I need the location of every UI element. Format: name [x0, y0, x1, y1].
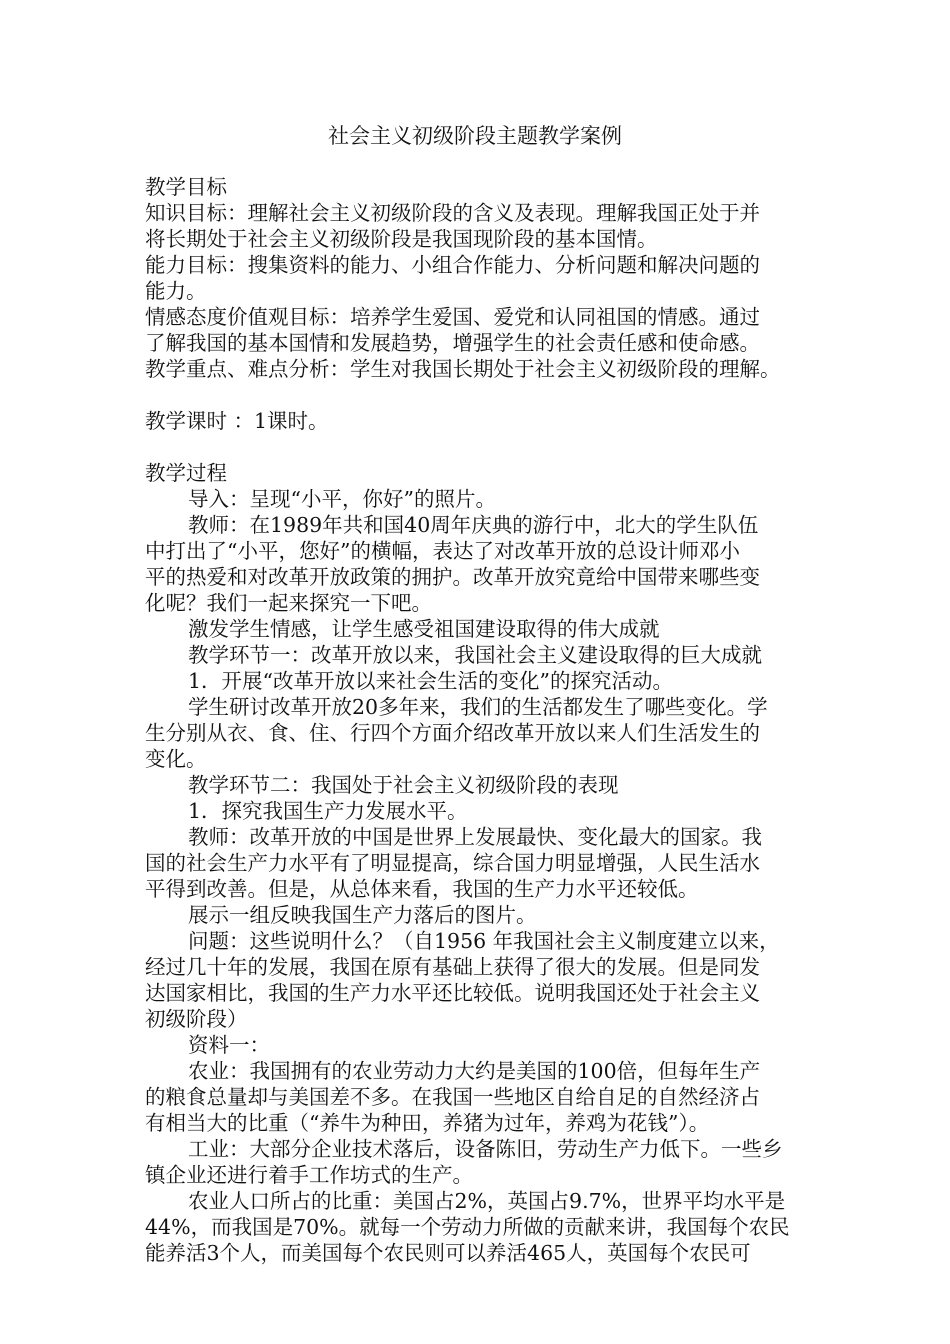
paragraph-line: 学生研讨改革开放20多年来，我们的生活都发生了哪些变化。学 [188, 695, 768, 719]
paragraph-line: 44%，而我国是70%。就每一个劳动力所做的贡献来讲，我国每个农民 [145, 1215, 790, 1239]
section-heading-process: 教学过程 [145, 461, 227, 485]
paragraph-line: 能力。 [145, 279, 207, 303]
paragraph-line: 资料一： [188, 1033, 270, 1057]
paragraph-line: 有相当大的比重（“养牛为种田，养猪为过年，养鸡为花钱”）。 [145, 1111, 710, 1135]
section-heading-objectives: 教学目标 [145, 175, 227, 199]
paragraph-line: 教师：改革开放的中国是世界上发展最快、变化最大的国家。我 [188, 825, 762, 849]
paragraph-line: 导入：呈现“小平，你好”的照片。 [188, 487, 496, 511]
paragraph-line: 能养活3个人，而美国每个农民则可以养活465人，英国每个农民可 [145, 1241, 751, 1265]
paragraph-line: 教学环节一：改革开放以来，我国社会主义建设取得的巨大成就 [188, 643, 762, 667]
paragraph-line: 变化。 [145, 747, 207, 771]
paragraph-line: 的粮食总量却与美国差不多。在我国一些地区自给自足的自然经济占 [145, 1085, 760, 1109]
paragraph-line: 1．探究我国生产力发展水平。 [188, 799, 468, 823]
paragraph-line: 镇企业还进行着手工作坊式的生产。 [145, 1163, 473, 1187]
paragraph-line: 中打出了“小平，您好”的横幅，表达了对改革开放的总设计师邓小 [145, 539, 740, 563]
paragraph-line: 平得到改善。但是，从总体来看，我国的生产力水平还较低。 [145, 877, 699, 901]
paragraph-line: 问题：这些说明什么？（自1956 年我国社会主义制度建立以来， [188, 929, 780, 953]
paragraph-line: 农业人口所占的比重：美国占2%，英国占9.7%，世界平均水平是 [188, 1189, 786, 1213]
paragraph-line: 激发学生情感，让学生感受祖国建设取得的伟大成就 [188, 617, 660, 641]
paragraph-line: 能力目标：搜集资料的能力、小组合作能力、分析问题和解决问题的 [145, 253, 760, 277]
paragraph-line: 将长期处于社会主义初级阶段是我国现阶段的基本国情。 [145, 227, 658, 251]
paragraph-line: 初级阶段） [145, 1007, 248, 1031]
paragraph-line: 教学环节二：我国处于社会主义初级阶段的表现 [188, 773, 619, 797]
paragraph-line: 国的社会生产力水平有了明显提高，综合国力明显增强，人民生活水 [145, 851, 760, 875]
paragraph-line: 工业：大部分企业技术落后，设备陈旧，劳动生产力低下。一些乡 [188, 1137, 783, 1161]
paragraph-line: 情感态度价值观目标：培养学生爱国、爱党和认同祖国的情感。通过 [145, 305, 760, 329]
paragraph-line: 1．开展“改革开放以来社会生活的变化”的探究活动。 [188, 669, 674, 693]
paragraph-line: 平的热爱和对改革开放政策的拥护。改革开放究竟给中国带来哪些变 [145, 565, 760, 589]
paragraph-line: 达国家相比，我国的生产力水平还比较低。说明我国还处于社会主义 [145, 981, 760, 1005]
class-hours-line: 教学课时 ：1课时。 [145, 409, 329, 433]
paragraph-line: 农业：我国拥有的农业劳动力大约是美国的100倍，但每年生产 [188, 1059, 761, 1083]
paragraph-line: 教学重点、难点分析：学生对我国长期处于社会主义初级阶段的理解。 [145, 357, 781, 381]
paragraph-line: 了解我国的基本国情和发展趋势，增强学生的社会责任感和使命感。 [145, 331, 760, 355]
paragraph-line: 展示一组反映我国生产力落后的图片。 [188, 903, 537, 927]
paragraph-line: 教师：在1989年共和国40周年庆典的游行中，北大的学生队伍 [188, 513, 759, 537]
paragraph-line: 经过几十年的发展，我国在原有基础上获得了很大的发展。但是同发 [145, 955, 760, 979]
paragraph-line: 知识目标：理解社会主义初级阶段的含义及表现。理解我国正处于并 [145, 201, 760, 225]
paragraph-line: 化呢？我们一起来探究一下吧。 [145, 591, 432, 615]
paragraph-line: 生分别从衣、食、住、行四个方面介绍改革开放以来人们生活发生的 [145, 721, 760, 745]
document-title: 社会主义初级阶段主题教学案例 [328, 124, 622, 148]
